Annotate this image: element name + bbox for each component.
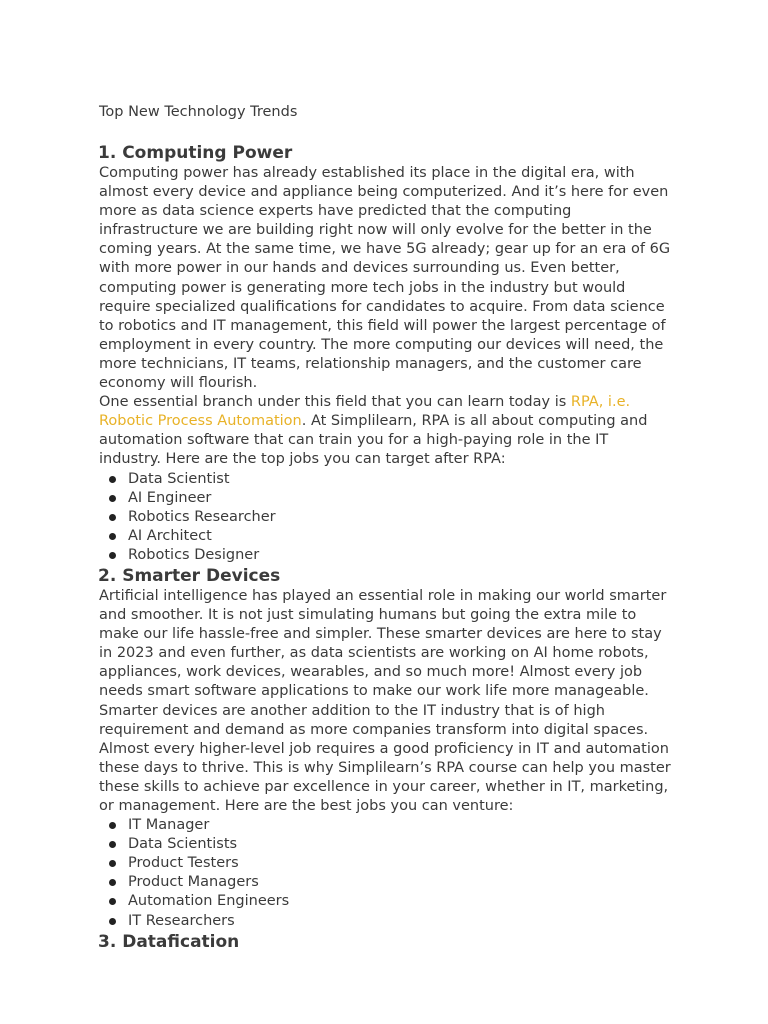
list-item-label: Data Scientist (128, 470, 230, 487)
list-item-label: Robotics Designer (128, 546, 260, 563)
document-title: Top New Technology Trends (99, 104, 298, 120)
list-item (109, 816, 674, 835)
bullet-icon (109, 552, 116, 559)
list-item (109, 508, 674, 527)
computing-power-paragraph: Computing power has already established its place in the digital era, with almost every device and appliance being computerized. And it’s here for even more as data science experts have predicted that the computing infrastructure we are building right now will only evolve for the better in the coming years. At the same time, we have 5G already; gear up for an era of 6G with more power in our hands and devices surrounding us. Even better, computing power is generating more tech jobs in the industry but would require specialized qualifications for candidates to acquire. From data science to robotics and IT management, this field will power the largest percentage of employment in every country. The more computing our devices will need, the more technicians, IT teams, relationship managers, and the customer care economy will flourish. (99, 165, 671, 392)
bullet-icon (109, 860, 116, 867)
bullet-icon (109, 533, 116, 540)
section-heading-datafication: 3. Datafication (98, 931, 240, 952)
bullet-icon (109, 918, 116, 925)
document-content (99, 102, 674, 953)
list-item-label: IT Manager (128, 817, 210, 834)
list-item-label: Product Managers (128, 874, 259, 891)
list-item (109, 912, 674, 931)
list-item (109, 835, 674, 854)
list-item (109, 854, 674, 873)
smarter-devices-paragraph: Artificial intelligence has played an essential role in making our world smarter and smoother. It is not just simulating humans but going the extra mile to make our life hassle-free and simpler. These smarter devices are here to stay in 2023 and even further, as data scientists are working on AI home robots, appliances, work devices, wearables, and so much more! Almost every job needs smart software applications to make our work life more manageable. Smarter devices are another addition to the IT industry that is of high requirement and demand as more companies transform into digital spaces. Almost every higher-level job requires a good proficiency in IT and automation these days to thrive. This is why Simplilearn’s RPA course can help you master these skills to achieve par excellence in your career, whether in IT, marketing, or management. Here are the best jobs you can venture: (99, 587, 671, 814)
bullet-icon (109, 898, 116, 905)
list-item-label: Automation Engineers (128, 893, 290, 910)
section-heading-computing-power: 1. Computing Power (98, 143, 293, 163)
list-item-label: Data Scientists (128, 836, 238, 853)
section-heading-smarter-devices: 2. Smarter Devices (98, 565, 281, 586)
list-item (109, 546, 674, 565)
rpa-jobs-list (99, 470, 674, 565)
bullet-icon (109, 879, 116, 886)
list-item (109, 527, 674, 546)
rpa-paragraph-intro: One essential branch under this field that you can learn today is (99, 394, 571, 411)
smarter-devices-jobs-list (99, 816, 674, 931)
list-item (109, 873, 674, 892)
list-item (109, 470, 674, 489)
bullet-icon (109, 514, 116, 521)
list-item-label: IT Researchers (128, 912, 235, 929)
list-item (109, 489, 674, 508)
rpa-paragraph (99, 393, 674, 469)
list-item (109, 892, 674, 911)
list-item-label: AI Engineer (128, 489, 212, 506)
bullet-icon (109, 822, 116, 829)
list-item-label: Product Testers (128, 855, 239, 872)
bullet-icon (109, 495, 116, 502)
rpa-link[interactable]: RPA, i.e. Robotic Process Automation (99, 394, 631, 430)
rpa-paragraph-rest: . At Simplilearn, RPA is all about computing and automation software that can train you for a high-paying role in the IT industry. Here are the top jobs you can target after RPA: (99, 413, 648, 468)
list-item-label: Robotics Researcher (128, 508, 276, 525)
list-item-label: AI Architect (128, 527, 212, 544)
bullet-icon (109, 841, 116, 848)
bullet-icon (109, 476, 116, 483)
